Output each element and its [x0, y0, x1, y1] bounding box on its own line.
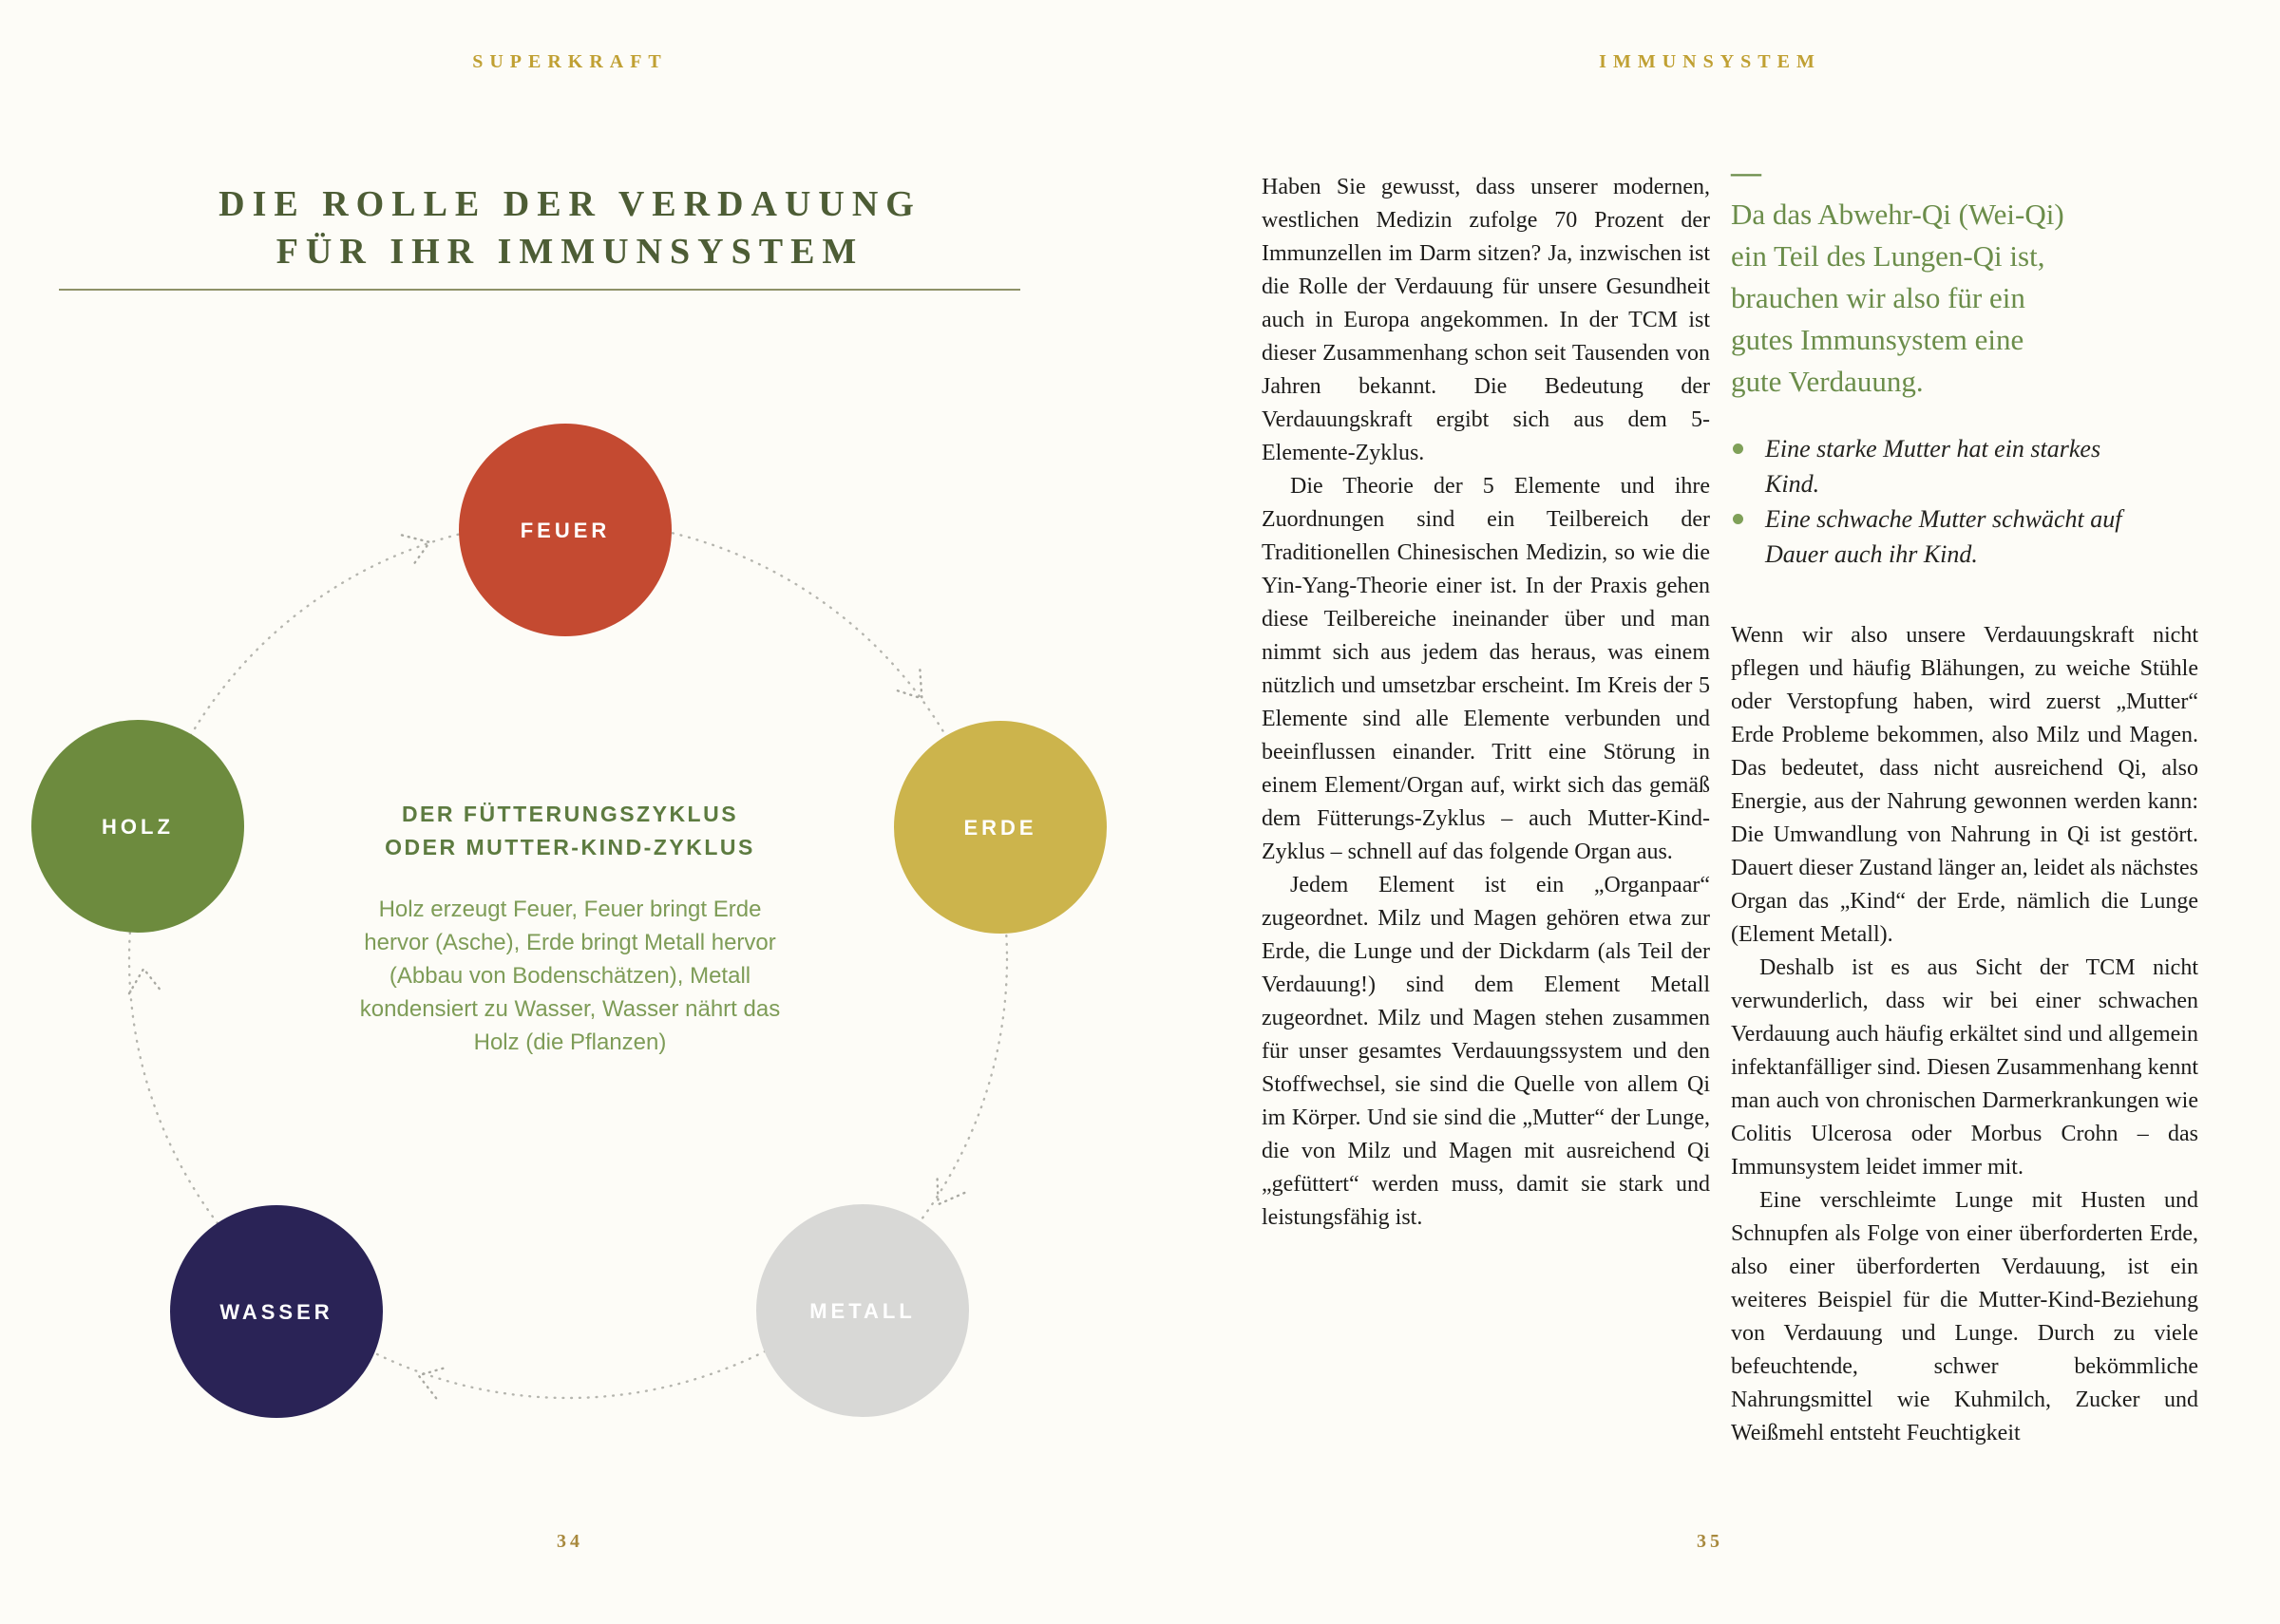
page-title-line2: FÜR IHR IMMUNSYSTEM: [276, 232, 864, 272]
paragraph: Eine verschleimte Lunge mit Husten und Schnupfen als Folge von einer überforderten Erde, also einer überforderten Verdauung, ist ein weiteres Beispiel für die Mutter-Kind-Beziehung von Verdauung und Lunge. Durch zu viele befeuchtende, schwer bekömmliche Nahrungsmittel wie Kuhmilch, Zucker und Weißmehl entsteht Feuchtigkeit: [1731, 1188, 2198, 1445]
bullet-icon: [1733, 444, 1743, 454]
paragraph: Wenn wir also unsere Verdauungskraft nicht pflegen und häufig Blähungen, zu weiche Stühle oder Verstopfung haben, wird zuerst „Mutter“ Erde Probleme bekommen, also Milz und Magen. Das bedeutet, dass nicht ausreichend Qi, also Energie, aus der Nahrung gewonnen werden kann: Die Umwandlung von Nahrung in Qi ist gestört. Dauert dieser Zustand länger an, leidet als nächstes Organ das „Kind“ der Erde, nämlich die Lunge (Element Metall).: [1731, 623, 2198, 947]
arrow-metall-to-wasser-icon: [413, 1360, 446, 1398]
paragraph: Die Theorie der 5 Elemente und ihre Zuordnungen sind ein Teilbereich der Traditionellen Chinesischen Medizin, so wie die Yin-Yang-Theorie einer ist. In der Praxis gehen diese Teilbereiche ineinander über und man nimmt sich aus jedem das heraus, was einem nützlich und umsetzbar erscheint. Im Kreis der 5 Elemente sind alle Elemente verbunden und beeinflussen einander. Tritt eine Störung in einem Element/Organ auf, wirkt sich das gemäß dem Fütterungs-Zyklus – auch Mutter-Kind-Zyklus – schnell auf das folgende Organ aus.: [1262, 474, 1710, 864]
bullet-list: [1731, 431, 2139, 572]
element-label-metall: METALL: [809, 1299, 916, 1323]
column-2-paragraphs: [1731, 619, 2198, 1450]
right-page: [1140, 0, 2280, 1624]
element-label-feuer: FEUER: [520, 519, 611, 542]
arrow-wasser-to-holz-icon: [127, 968, 162, 993]
bullet-text: Eine starke Mutter hat ein starkes Kind.: [1765, 435, 2101, 498]
bullet-icon: [1733, 514, 1743, 524]
arrow-erde-to-metall-icon: [924, 1176, 964, 1213]
bullet-text: Eine schwache Mutter schwächt auf Dauer auch ihr Kind.: [1765, 505, 2122, 568]
section-dash-icon: —: [1731, 155, 1761, 189]
pull-quote: Da das Abwehr-Qi (Wei-Qi) ein Teil des Lungen-Qi ist, brauchen wir also für ein gutes Immunsystem eine gute Verdauung.: [1731, 198, 2064, 398]
list-item: [1731, 431, 2139, 501]
page-title-line1: DIE ROLLE DER VERDAUUNG: [218, 184, 922, 224]
right-page-column-1: [1262, 171, 1710, 1235]
right-page-number: 35: [1697, 1531, 1723, 1552]
left-page-number: 34: [557, 1531, 583, 1552]
paragraph: Haben Sie gewusst, dass unserer modernen, westlichen Medizin zufolge 70 Prozent der Immunzellen im Darm sitzen? Ja, inzwischen ist die Rolle der Verdauung für unsere Gesundheit auch in Europa angekommen. In der TCM ist dieser Zusammenhang schon seit Tausenden von Jahren bekannt. Die Bedeutung der Verdauungskraft ergibt sich aus dem 5-Elemente-Zyklus.: [1262, 175, 1710, 465]
right-page-column-2: [1731, 155, 2198, 1450]
element-label-holz: HOLZ: [102, 815, 174, 839]
element-label-erde: ERDE: [963, 816, 1037, 840]
cycle-center-text: [352, 798, 788, 1059]
paragraph: Deshalb ist es aus Sicht der TCM nicht verwunderlich, dass wir bei einer schwachen Verdauung auch häufig erkältet sind und allgemein infektanfälliger sind. Diesen Zusammenhang kennt man auch von chronischen Darmerkrankungen wie Colitis Ulcerosa oder Morbus Crohn – das Immunsystem leidet immer mit.: [1731, 955, 2198, 1180]
right-running-header: IMMUNSYSTEM: [1599, 51, 1821, 72]
list-item: [1731, 501, 2139, 572]
left-running-header: SUPERKRAFT: [472, 51, 668, 72]
cycle-heading-line2: ODER MUTTER-KIND-ZYKLUS: [385, 835, 755, 859]
cycle-heading: [352, 798, 788, 864]
element-label-wasser: WASSER: [219, 1300, 333, 1324]
paragraph: Jedem Element ist ein „Organpaar“ zugeordnet. Milz und Magen gehören etwa zur Erde, die Lunge und der Dickdarm (als Teil der Verdauung!) sind dem Element Metall zugeordnet. Milz und Magen stehen zusammen für unser gesamtes Verdauungssystem und den Stoffwechsel, sie sind die Quelle von allem Qi im Körper. Und sie sind die „Mutter“ der Lunge, die von Milz und Magen mit ausreichend Qi „gefüttert“ werden muss, damit sie stark und leistungsfähig ist.: [1262, 873, 1710, 1230]
cycle-description: Holz erzeugt Feuer, Feuer bringt Erde hervor (Asche), Erde bringt Metall hervor (Abbau von Bodenschätzen), Metall kondensiert zu Wasser, Wasser nährt das Holz (die Pflanzen): [359, 897, 781, 1055]
cycle-heading-line1: DER FÜTTERUNGSZYKLUS: [401, 802, 739, 826]
